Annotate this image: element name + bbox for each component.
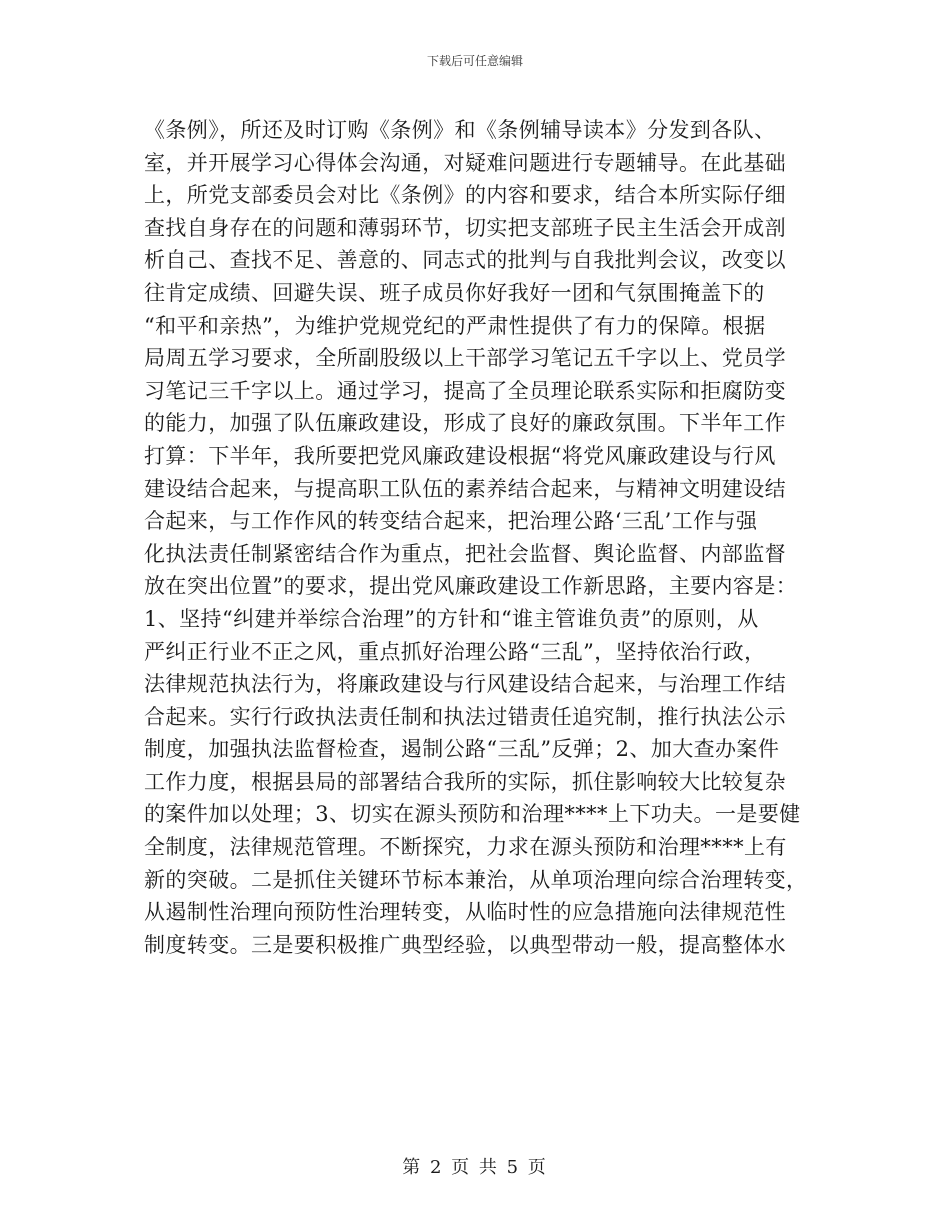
body-line: 查找自身存在的问题和薄弱环节，切实把支部班子民主生活会开成剖 bbox=[144, 215, 786, 240]
body-line: 局周五学习要求，全所副股级以上干部学习笔记五千字以上、党员学 bbox=[144, 346, 786, 371]
body-line: 《条例》，所还及时订购《条例》和《条例辅导读本》分发到各队、 bbox=[144, 118, 776, 142]
body-line: 制度转变。三是要积极推广典型经验，以典型带动一般，提高整体水 bbox=[144, 932, 786, 957]
body-line: 全制度，法律规范管理。不断探究，力求在源头预防和治理****上有 bbox=[144, 835, 787, 860]
body-line: 往肯定成绩、回避失误、班子成员你好我好一团和气氛围掩盖下的 bbox=[144, 280, 765, 305]
body-line: 合起来。实行行政执法责任制和执法过错责任追究制，推行执法公示 bbox=[144, 704, 786, 729]
body-line: 打算：下半年，我所要把党风廉政建设根据“将党风廉政建设与行风 bbox=[144, 443, 776, 468]
body-line: 室，并开展学习心得体会沟通，对疑难问题进行专题辅导。在此基础 bbox=[144, 150, 786, 175]
body-line: 的案件加以处理；3、切实在源头预防和治理****上下功夫。一是要健 bbox=[144, 802, 801, 827]
body-line: 建设结合起来，与提高职工队伍的素养结合起来，与精神文明建设结 bbox=[144, 476, 786, 501]
body-line: “和平和亲热”，为维护党规党纪的严肃性提供了有力的保障。根据 bbox=[144, 313, 766, 338]
body-line: 严纠正行业不正之风，重点抓好治理公路“三乱”，坚持依治行政， bbox=[144, 639, 766, 664]
page-header: 下载后可任意编辑 bbox=[426, 54, 523, 68]
body-line: 法律规范执法行为，将廉政建设与行风建设结合起来，与治理工作结 bbox=[144, 672, 786, 697]
body-line: 上，所党支部委员会对比《条例》的内容和要求，结合本所实际仔细 bbox=[144, 183, 786, 208]
body-line: 1、坚持“纠建并举综合治理”的方针和“谁主管谁负责”的原则，从 bbox=[144, 606, 759, 631]
body-line: 新的突破。二是抓住关键环节标本兼治，从单项治理向综合治理转变， bbox=[144, 867, 808, 892]
body-line: 从遏制性治理向预防性治理转变，从临时性的应急措施向法律规范性 bbox=[144, 900, 786, 925]
body-line: 化执法责任制紧密结合作为重点，把社会监督、舆论监督、内部监督 bbox=[144, 541, 786, 566]
body-line: 的能力，加强了队伍廉政建设，形成了良好的廉政氛围。下半年工作 bbox=[144, 411, 786, 436]
body-line: 习笔记三千字以上。通过学习，提高了全员理论联系实际和拒腐防变 bbox=[144, 378, 786, 403]
body-line: 析自己、查找不足、善意的、同志式的批判与自我批判会议，改变以 bbox=[144, 248, 786, 273]
document-body bbox=[144, 114, 808, 961]
body-line: 制度，加强执法监督检查，遏制公路“三乱”反弹；2、加大查办案件 bbox=[144, 737, 780, 762]
body-line: 工作力度，根据县局的部署结合我所的实际，抓住影响较大比较复杂 bbox=[144, 769, 786, 794]
body-line: 放在突出位置”的要求，提出党风廉政建设工作新思路，主要内容是： bbox=[144, 574, 798, 599]
body-line: 合起来，与工作作风的转变结合起来，把治理公路‘三乱’工作与强 bbox=[144, 509, 758, 534]
page-number: 第 2 页 共 5 页 bbox=[402, 1157, 548, 1178]
